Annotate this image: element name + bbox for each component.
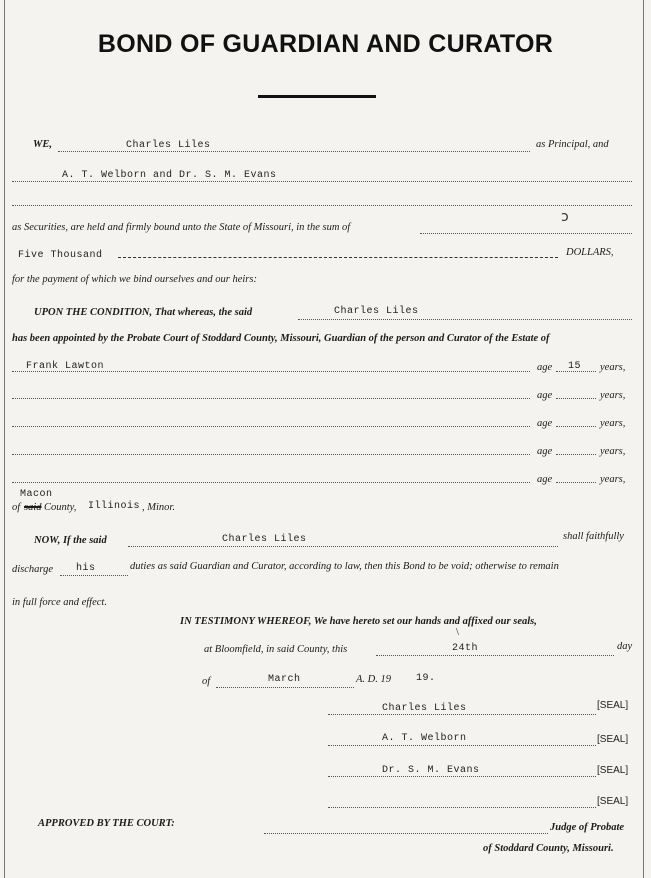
- signature-line: [328, 745, 596, 746]
- judge-line: [264, 833, 548, 834]
- blank-line: [12, 205, 632, 206]
- approved-by-court: APPROVED BY THE COURT:: [38, 818, 175, 829]
- sum-amount: Five Thousand: [18, 250, 103, 261]
- minor-name-line: [12, 426, 530, 427]
- principal-name: Charles Liles: [126, 140, 211, 151]
- signer-name: Dr. S. M. Evans: [382, 765, 480, 776]
- age-line: [556, 398, 596, 399]
- day-line: [376, 655, 614, 656]
- signer-name: Charles Liles: [382, 703, 467, 714]
- minor-label: , Minor.: [142, 502, 175, 513]
- judge-label: Judge of Probate: [550, 822, 625, 833]
- minor-name: Frank Lawton: [26, 361, 105, 372]
- check-mark: ↄ: [561, 209, 569, 225]
- securities-text: as Securities, are held and firmly bound unto the State of Missouri, in the sum of: [12, 222, 351, 233]
- county-written: Macon: [20, 489, 53, 500]
- minor-age: 15: [568, 361, 582, 372]
- of-label: of: [12, 502, 21, 513]
- year-value: 19.: [416, 673, 436, 684]
- discharge-label: discharge: [12, 564, 54, 575]
- age-line: [556, 426, 596, 427]
- ad-label: A. D. 19: [356, 674, 391, 685]
- minor-name-line: [12, 454, 530, 455]
- age-label: age: [537, 418, 553, 429]
- age-label: age: [537, 390, 553, 401]
- years-label: years,: [600, 446, 626, 457]
- appointed-text: has been appointed by the Probate Court of Stoddard County, Missouri, Guardian of the person and Curator of the Estate of: [12, 333, 550, 344]
- title-underline: [258, 95, 376, 98]
- pen-mark: \: [456, 627, 459, 638]
- seal-label: [SEAL]: [597, 796, 629, 807]
- struck-county: said: [24, 502, 42, 513]
- minor-name-line: [12, 398, 530, 399]
- guardian-name: Charles Liles: [334, 306, 419, 317]
- years-label: years,: [600, 474, 626, 485]
- pronoun-line: [60, 575, 128, 576]
- upon-condition-text: UPON THE CONDITION, That whereas, the said: [34, 307, 253, 318]
- seal-label: [SEAL]: [597, 734, 629, 745]
- county-label-footer: of Stoddard County, Missouri.: [483, 843, 614, 854]
- now-guardian-name: Charles Liles: [222, 534, 307, 545]
- years-label: years,: [600, 418, 626, 429]
- guardian-line: [298, 319, 632, 320]
- of-month-label: of: [202, 676, 211, 687]
- age-label: age: [537, 446, 553, 457]
- now-if-text: NOW, If the said: [34, 535, 107, 546]
- seal-label: [SEAL]: [597, 700, 629, 711]
- sureties-line: [12, 181, 632, 182]
- document-title: BOND OF GUARDIAN AND CURATOR: [97, 30, 554, 58]
- years-label: years,: [600, 390, 626, 401]
- payment-text: for the payment of which we bind ourselves and our heirs:: [12, 274, 257, 285]
- month-line: [216, 687, 354, 688]
- now-guardian-line: [128, 546, 558, 547]
- signature-line: [328, 807, 596, 808]
- signature-line: [328, 776, 596, 777]
- right-page-edge: [643, 0, 644, 878]
- we-label: WE,: [33, 139, 52, 150]
- day-value: 24th: [452, 643, 479, 654]
- day-label: day: [617, 641, 633, 652]
- age-label: age: [537, 362, 553, 373]
- signer-name: A. T. Welborn: [382, 733, 467, 744]
- seal-label: [SEAL]: [597, 765, 629, 776]
- sum-dash-line: [118, 257, 558, 258]
- month-value: March: [268, 674, 301, 685]
- county-label: County,: [44, 502, 77, 513]
- age-line: [556, 454, 596, 455]
- pronoun: his: [76, 563, 96, 574]
- minor-name-line: [12, 482, 530, 483]
- years-label: years,: [600, 362, 626, 373]
- age-label: age: [537, 474, 553, 485]
- signature-line: [328, 714, 596, 715]
- at-bloomfield-text: at Bloomfield, in said County, this: [204, 644, 348, 655]
- shall-faithfully-label: shall faithfully: [563, 531, 624, 542]
- principal-line: [58, 151, 530, 152]
- duties-text: duties as said Guardian and Curator, according to law, then this Bond to be void; otherwise to remain: [130, 561, 559, 572]
- as-principal-label: as Principal, and: [536, 139, 609, 150]
- full-force-text: in full force and effect.: [12, 597, 107, 608]
- age-line: [556, 482, 596, 483]
- left-page-edge: [4, 0, 5, 878]
- sum-line: [420, 233, 632, 234]
- state-written: Illinois: [88, 501, 141, 512]
- testimony-text: IN TESTIMONY WHEREOF, We have hereto set our hands and affixed our seals,: [180, 616, 537, 627]
- dollars-label: DOLLARS,: [566, 247, 614, 258]
- sureties-names: A. T. Welborn and Dr. S. M. Evans: [62, 170, 277, 181]
